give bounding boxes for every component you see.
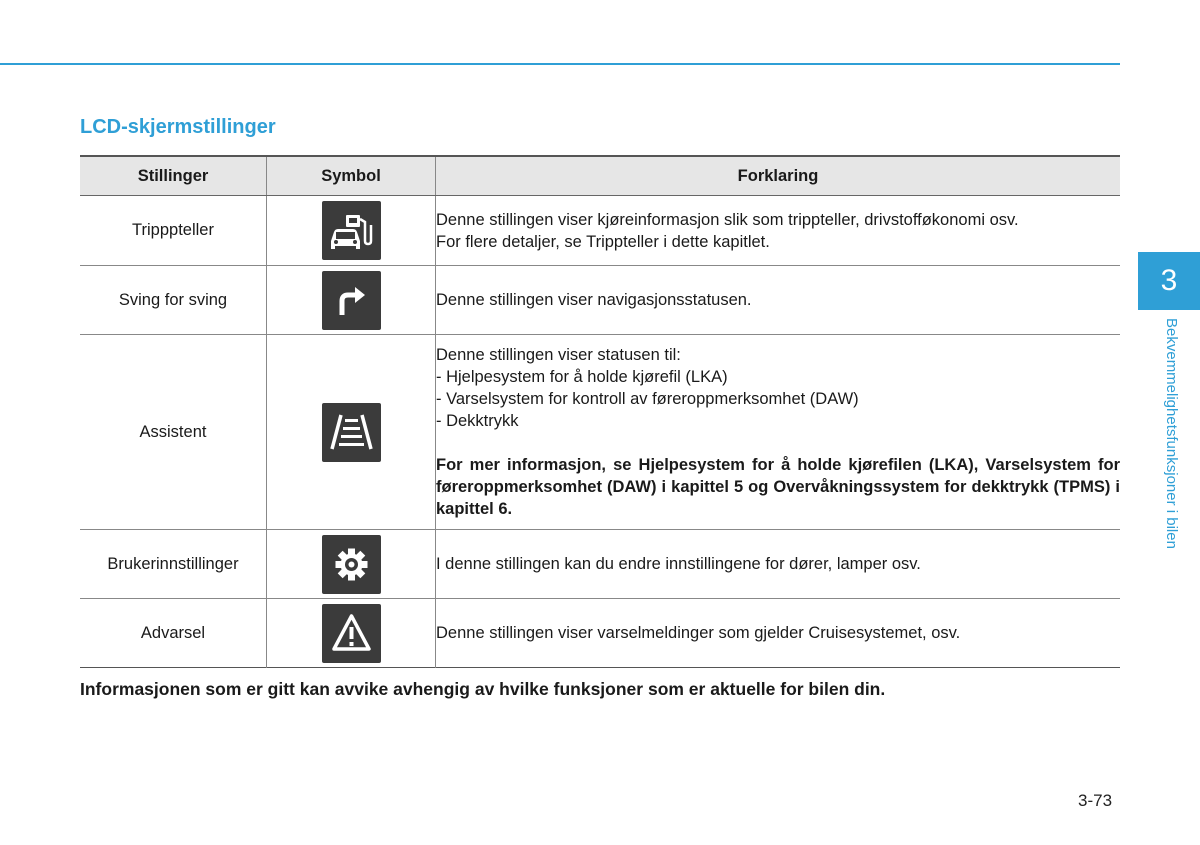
explanation-line: - Varselsystem for kontroll av føreroppmerksomhet (DAW): [436, 390, 859, 408]
symbol-cell: [267, 599, 436, 668]
explanation-line: - Hjelpesystem for å holde kjørefil (LKA): [436, 368, 728, 386]
explanation-line: Denne stillingen viser kjøreinformasjon slik som trippteller, drivstofføkonomi osv.: [436, 210, 1019, 229]
lane-assist-icon: [322, 403, 381, 462]
explanation-cell: [436, 599, 1121, 668]
symbol-cell: [267, 196, 436, 266]
explanation-line: - Dekktrykk: [436, 412, 519, 430]
explanation-cell: [436, 335, 1121, 530]
explanation-line: Denne stillingen viser statusen til:: [436, 346, 681, 364]
trip-computer-icon: [322, 201, 381, 260]
header-symbol: Symbol: [267, 156, 436, 196]
chapter-side-title: Bekvemmelighetsfunksjoner i bilen: [1163, 318, 1180, 549]
explanation-line: Denne stillingen viser varselmeldinger som gjelder Cruisesystemet, osv.: [436, 624, 961, 642]
table-row: [80, 599, 1120, 668]
table-row: [80, 266, 1120, 335]
explanation-cell: [436, 530, 1121, 599]
symbol-cell: [267, 335, 436, 530]
symbol-cell: [267, 530, 436, 599]
settings-table: [80, 155, 1120, 668]
table-header-row: [80, 156, 1120, 196]
gear-icon: [322, 535, 381, 594]
page-number: 3-73: [1078, 791, 1113, 810]
explanation-line: Denne stillingen viser navigasjonsstatusen.: [436, 291, 752, 309]
chapter-tab: 3: [1138, 252, 1200, 310]
section-title: LCD-skjermstillinger: [80, 116, 276, 138]
warning-triangle-icon: [322, 604, 381, 663]
explanation-cell: [436, 196, 1121, 266]
table-row: [80, 335, 1120, 530]
top-rule: [0, 63, 1120, 65]
setting-name: Tripppteller: [80, 196, 267, 266]
setting-name: Sving for sving: [80, 266, 267, 335]
header-settings: Stillinger: [80, 156, 267, 196]
symbol-cell: [267, 266, 436, 335]
setting-name: Brukerinnstillinger: [80, 530, 267, 599]
table-row: [80, 530, 1120, 599]
footnote: Informasjonen som er gitt kan avvike avhengig av hvilke funksjoner som er aktuelle for bilen din.: [80, 679, 886, 699]
turn-right-arrow-icon: [322, 271, 381, 330]
explanation-line: I denne stillingen kan du endre innstillingene for dører, lamper osv.: [436, 555, 921, 573]
header-explanation: Forklaring: [436, 156, 1121, 196]
table-row: [80, 196, 1120, 266]
explanation-cell: [436, 266, 1121, 335]
explanation-line: For flere detaljer, se Trippteller i dette kapitlet.: [436, 232, 770, 251]
setting-name: Assistent: [80, 335, 267, 530]
setting-name: Advarsel: [80, 599, 267, 668]
explanation-reference: For mer informasjon, se Hjelpesystem for å holde kjørefilen (LKA), Varselsystem for føreroppmerksomhet (DAW) i kapittel 5 og Overvåkningssystem for dekktrykk (TPMS) i kapittel 6.: [436, 456, 1120, 518]
